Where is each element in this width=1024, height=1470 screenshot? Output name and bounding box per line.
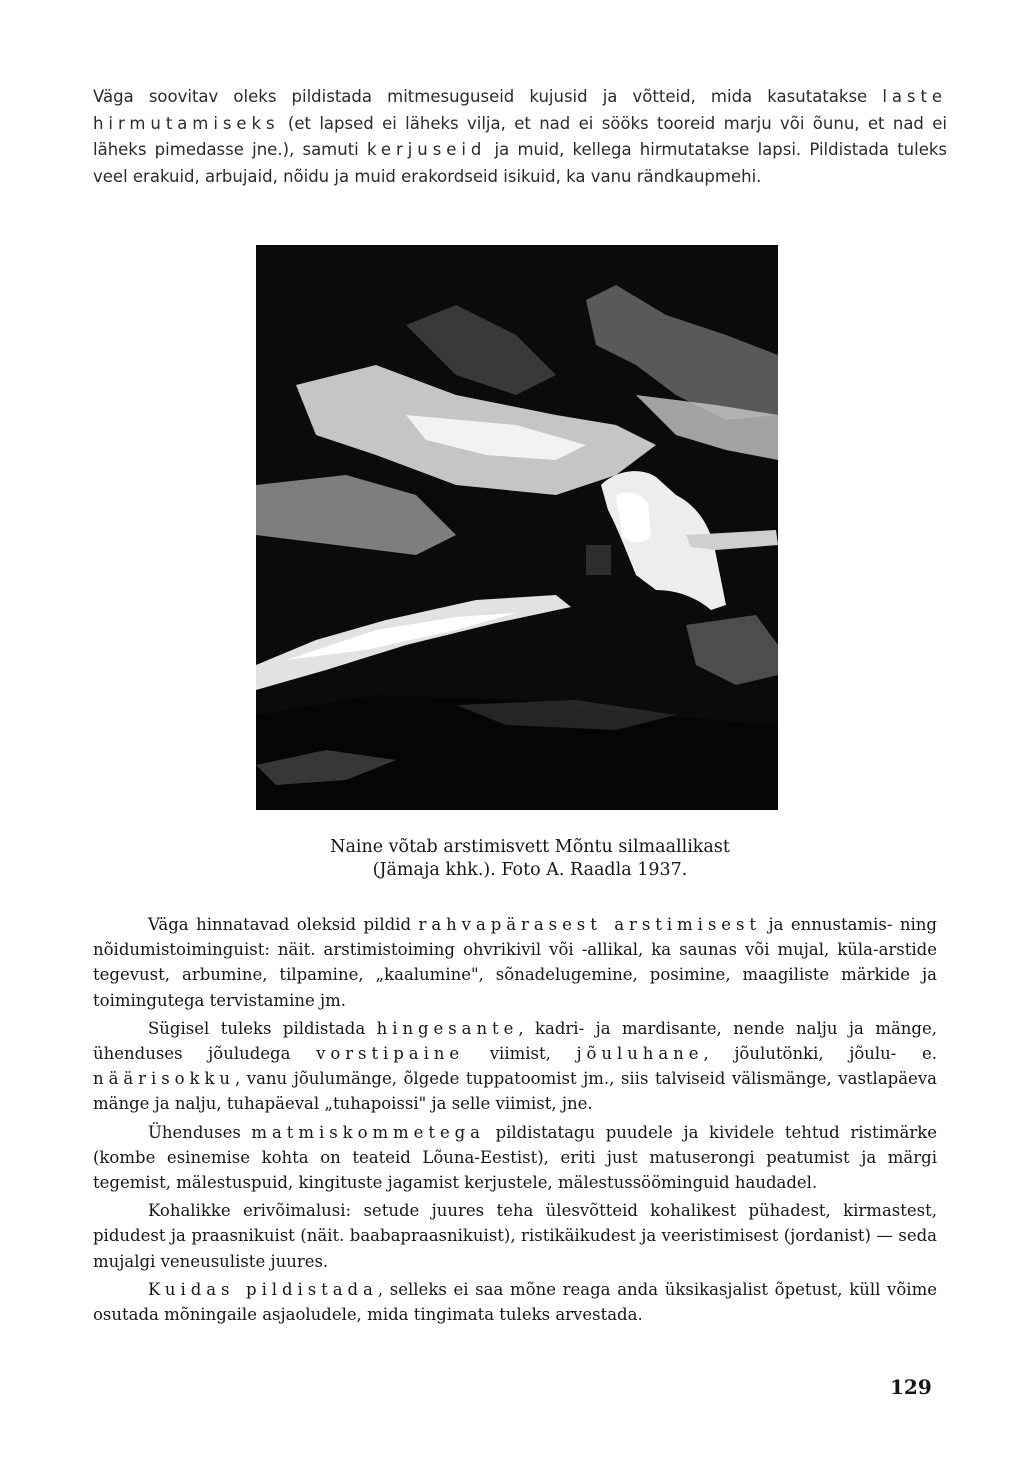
spaced-term: hingesante (376, 1018, 519, 1038)
spaced-term: rahvapärasest arstimisest (418, 915, 762, 934)
caption-line-2: (Jämaja khk.). Foto A. Raadla 1937. (372, 860, 688, 880)
paragraph-autumn-customs: Sügisel tuleks pildistada hingesante, kadri- ja mardisante, nende nalju ja mänge, ühenduses jõuludega vorstipaine viimist, jõuluhane, jõulutönki, jõulu- e. näärisokku, vanu jõulumänge, õlgede tuppatoomist jm., siis talviseid välismänge, vastlapäeva mänge ja nalju, tuhapäeval „tuhapoissi" ja selle viimist, jne. (93, 1018, 937, 1114)
spaced-term: näärisokku (93, 1069, 235, 1089)
photograph-woman-at-spring (256, 245, 778, 810)
spaced-term: jõuluhane (576, 1044, 704, 1064)
intro-paragraph: Väga soovitav oleks pildistada mitmesuguseid kujusid ja võtteid, mida kasutatakse laste hirmutamiseks (et lapsed ei läheks vilja, et nad ei sööks tooreid marju või õunu, et nad ei läheks pimedasse jne.), samuti kerjuseid ja muid, kellega hirmutatakse lapsi. Pildistada tuleks veel erakuid, arbujaid, nõidu ja muid erakordseid isikuid, ka vanu rändkaupmehi. (93, 87, 948, 186)
spaced-term: kerjuseid (367, 140, 487, 159)
photo-image (256, 245, 778, 810)
paragraph-burial-customs: Ühenduses matmiskommetega pildistatagu puudele ja kividele tehtud ristimärke (kombe esinemise kohta on teateid Lõuna-Eestist), eriti just matuserongi peatumist ja märgi tegemist, mälestuspuid, kingituste jagamist kerjustele, mälestussööminguid haudadel. (93, 1122, 937, 1193)
photo-caption (180, 836, 880, 882)
paragraph-how-to-photograph: Kuidas pildistada, selleks ei saa mõne reaga anda üksikasjalist õpetust, küll võime osutada mõningaile asjaoludele, mida tingimata tuleks arvestada. (93, 1279, 937, 1325)
spaced-term: vorstipaine (316, 1044, 465, 1064)
spaced-term: Kuidas pildistada (148, 1279, 378, 1299)
spaced-term: laste hirmutamiseks (93, 87, 947, 133)
spaced-term: matmiskommetega (251, 1122, 485, 1142)
page-number: 129 (890, 1375, 932, 1399)
caption-line-1: Naine võtab arstimisvett Mõntu silmaallikast (330, 837, 730, 857)
body-text (93, 912, 937, 1330)
paragraph-folk-medicine: Väga hinnatavad oleksid pildid rahvapärasest arstimisest ja ennustamis- ning nõidumistoiminguist: näit. arstimistoiming ohvrikivil või -allikal, ka saunas või mujal, küla-arstide tegevust, arbumine, tilpamine, „kaalumine", sõnadelugemine, posimine, maagiliste märkide ja toimingutega tervistamine jm. (93, 915, 937, 1010)
paragraph-local-opportunities: Kohalikke erivõimalusi: setude juures teha ülesvõtteid kohalikest pühadest, kirmastest, pidudest ja praasnikuist (näit. baabapraasnikuist), ristikäikudest ja veeristimisest (jordanist) — seda mujalgi veneusuliste juures. (93, 1201, 937, 1271)
